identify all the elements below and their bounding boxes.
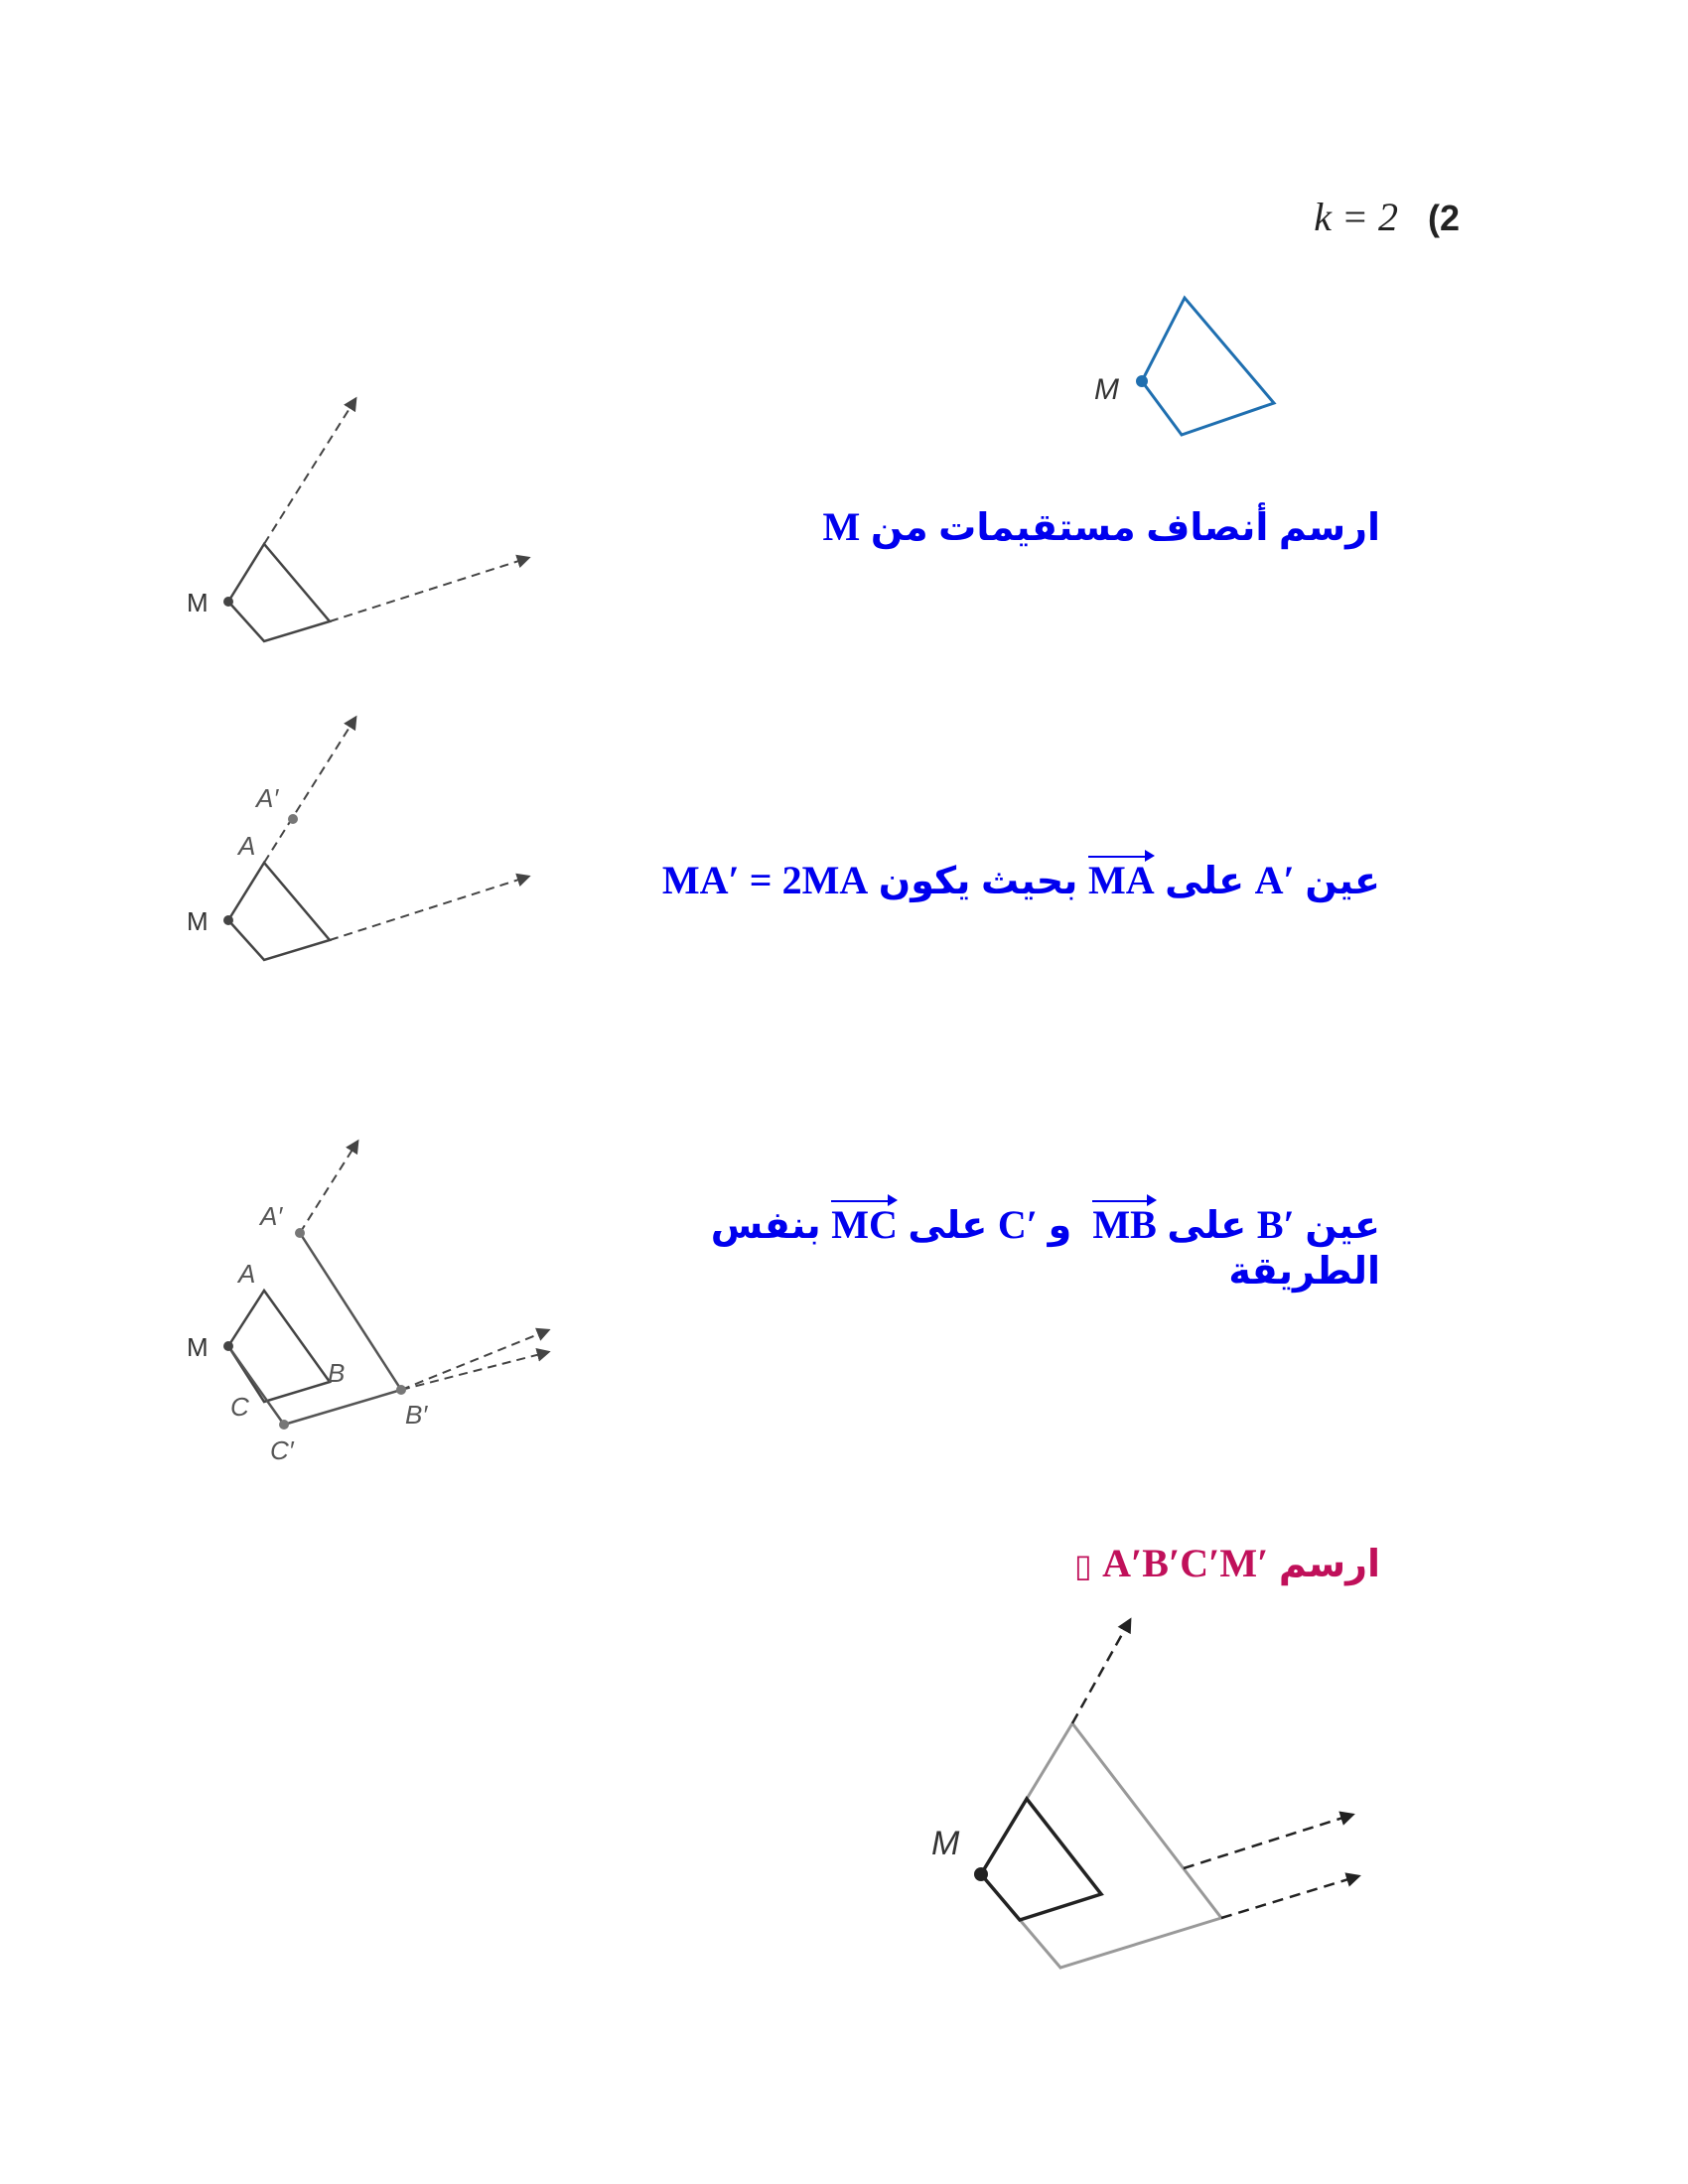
fig3-point-c-prime xyxy=(279,1420,289,1430)
k-expression: k = 2 xyxy=(1314,195,1398,239)
item-header xyxy=(1241,194,1460,240)
fig3-label-b: B xyxy=(328,1358,346,1388)
step-1-text: ارسم أنصاف مستقيمات من xyxy=(870,507,1380,549)
fig4-image-quadrilateral xyxy=(981,1723,1221,1968)
fig2-point-m xyxy=(223,915,233,925)
fig4-ray-a xyxy=(1072,1620,1130,1723)
step-3-instruction xyxy=(711,1202,1380,1295)
fig2-ray-b xyxy=(330,877,528,940)
fig3-label-c: C xyxy=(230,1392,249,1422)
original-quadrilateral xyxy=(1142,298,1274,435)
item-number: (2 xyxy=(1427,198,1460,238)
step-3-vector-b: MB xyxy=(1092,1202,1157,1247)
step-3-vector-c: MC xyxy=(831,1202,898,1247)
step-2-point: A′ xyxy=(1254,858,1295,902)
fig4-ray-b xyxy=(1184,1815,1352,1868)
step-3-word-on-2: على xyxy=(908,1205,988,1247)
fig1-ray-a xyxy=(264,399,355,544)
figure-3 xyxy=(179,1122,576,1479)
fig3-label-a-prime: A′ xyxy=(260,1201,283,1231)
step-3-word-way: الطريقة xyxy=(1228,1251,1380,1293)
figure-4 xyxy=(914,1598,1390,1995)
fig4-original-quadrilateral xyxy=(981,1799,1101,1920)
fig1-quadrilateral xyxy=(228,544,330,641)
fig2-label-a: A xyxy=(238,831,256,861)
step-3-word-and: و xyxy=(1048,1205,1072,1247)
fig4-label-m: M xyxy=(931,1825,960,1862)
fig1-ray-b xyxy=(330,558,528,621)
fig2-label-a-prime: A′ xyxy=(256,783,279,813)
step-2-vector: MA xyxy=(1087,858,1155,902)
fig2-label-m: M xyxy=(187,906,209,936)
step-3-line-2 xyxy=(711,1249,1380,1295)
step-3-point-b: B′ xyxy=(1256,1202,1295,1247)
fig3-point-b-prime xyxy=(396,1385,406,1395)
step-2-word-determine: عين xyxy=(1305,861,1380,902)
step-3-point-c: C′ xyxy=(997,1202,1039,1247)
step-2-equation: MA′ = 2MA xyxy=(661,858,869,902)
step-2-word-such-that: بحيث يكون xyxy=(878,861,1078,902)
fig2-quadrilateral xyxy=(228,863,330,960)
fig3-label-a: A xyxy=(238,1259,256,1289)
original-point-m xyxy=(1136,375,1148,387)
fig2-point-a-prime xyxy=(288,814,298,824)
step-2-instruction xyxy=(662,858,1380,904)
fig1-label-m: M xyxy=(187,588,209,617)
original-label-m: M xyxy=(1094,373,1119,406)
fig4-point-m xyxy=(974,1867,988,1881)
fig3-original-quadrilateral xyxy=(228,1291,330,1402)
fig3-label-m: M xyxy=(187,1332,209,1362)
figure-2 xyxy=(179,710,556,978)
step-4-figure: A′B′C′M′ xyxy=(1102,1541,1269,1585)
fig1-point-m xyxy=(223,597,233,607)
fig3-label-b-prime: B′ xyxy=(405,1400,428,1430)
fig3-ray-a xyxy=(300,1142,357,1233)
fig3-ray-b xyxy=(401,1330,548,1390)
step-4-word-draw: ارسم xyxy=(1278,1544,1380,1585)
step-3-line-1 xyxy=(711,1202,1380,1249)
step-2-word-on: على xyxy=(1165,861,1245,902)
step-3-word-on-1: على xyxy=(1167,1205,1247,1247)
step-1-instruction xyxy=(823,504,1380,551)
fig3-ray-c xyxy=(401,1352,548,1390)
fig3-point-a-prime xyxy=(295,1228,305,1238)
figure-1 xyxy=(179,387,556,655)
step-1-point: M xyxy=(822,504,861,549)
step-3-word-determine: عين xyxy=(1305,1205,1380,1247)
fig3-point-m xyxy=(223,1341,233,1351)
step-3-word-same: بنفس xyxy=(710,1205,821,1247)
fig4-ray-c xyxy=(1221,1876,1358,1918)
step-4-instruction xyxy=(1074,1541,1380,1588)
step-4-box-symbol: ▯ xyxy=(1073,1547,1092,1584)
original-figure xyxy=(1072,278,1291,457)
fig3-label-c-prime: C′ xyxy=(270,1435,294,1465)
